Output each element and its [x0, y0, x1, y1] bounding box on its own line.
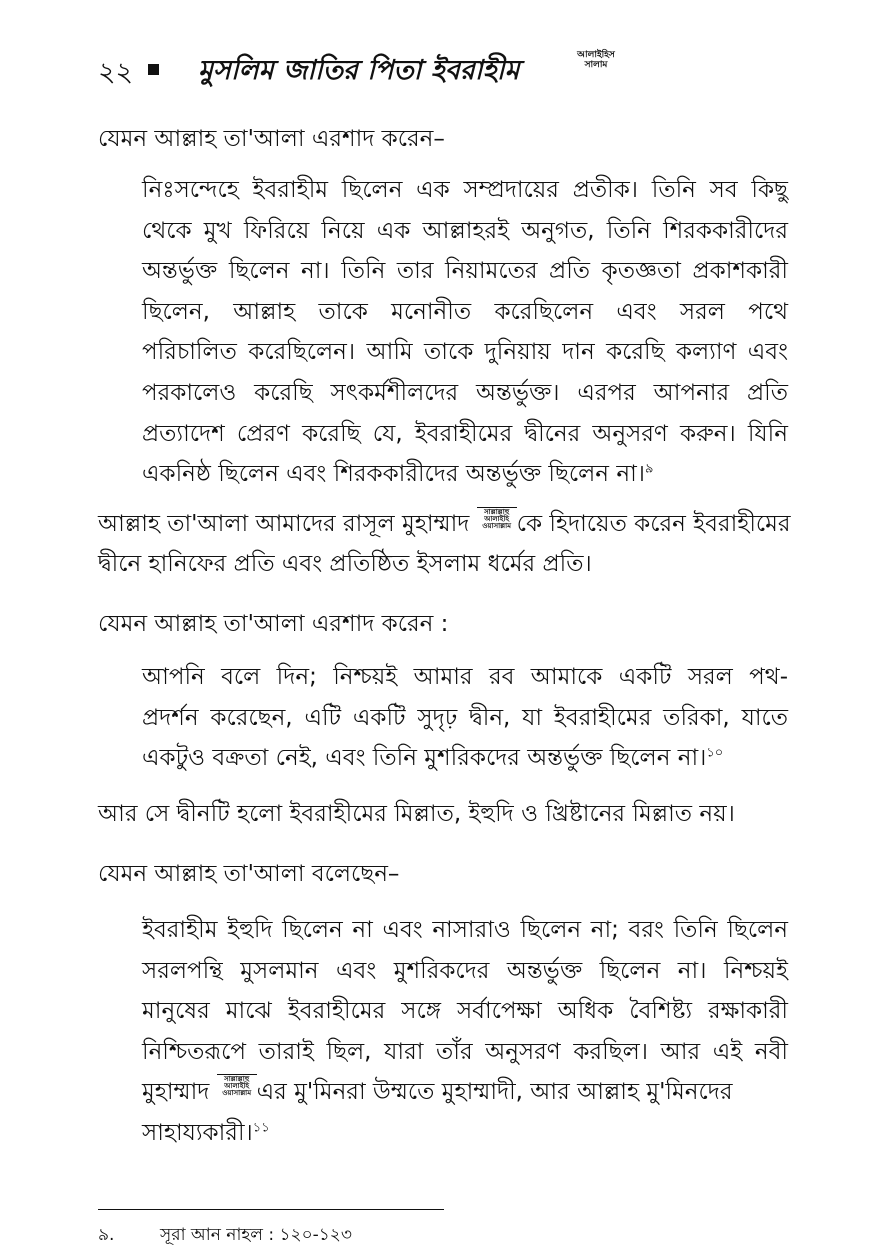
page-number: ২২	[98, 57, 134, 88]
quote-line: নিঃসন্দেহে ইবরাহীম ছিলেন এক সম্প্রদায়ের প্রতীক। তিনি সব কিছু	[142, 177, 788, 203]
salutation-mark: সাল্লাল্লাহু আলাইহি ওয়াসাল্লাম	[477, 507, 517, 530]
quote-line: পরিচালিত করেছিলেন। আমি তাকে দুনিয়ায় দান করেছি কল্যাণ এবং	[142, 339, 788, 366]
header-bullet-icon	[148, 64, 159, 75]
quote-line: পরকালেও করেছি সৎকর্মশীলদের অন্তর্ভুক্ত। এরপর আপনার প্রতি	[142, 379, 788, 406]
paragraph-1-line-1	[98, 505, 791, 544]
quote-line-with-salutation	[142, 1072, 788, 1113]
footnote-number: ৯.	[98, 1225, 115, 1245]
quote-last-line	[142, 454, 788, 495]
quote-last-line	[142, 1113, 788, 1154]
quote-line: নিশ্চিতরূপে তারাই ছিল, যারা তাঁর অনুসরণ করছিল। আর এই নবী	[142, 1038, 788, 1065]
quote-block-3	[142, 910, 788, 1154]
quote-block-1	[142, 170, 788, 495]
quote-line: মানুষের মাঝে ইবরাহীমের সঙ্গে সর্বাপেক্ষা অধিক বৈশিষ্ট্য রক্ষাকারী	[142, 998, 788, 1025]
intro-line-2: যেমন আল্লাহ তা'আলা এরশাদ করেন :	[98, 611, 449, 637]
footnote-mark: ৯	[644, 461, 654, 477]
footnote-text: সূরা আন নাহল : ১২০-১২৩	[160, 1225, 352, 1245]
paragraph-1-line-2: দ্বীনে হানিফের প্রতি এবং প্রতিষ্ঠিত ইসলাম ধর্মের প্রতি।	[98, 551, 592, 577]
quote-line: প্রদর্শন করেছেন, এটি একটি সুদৃঢ় দ্বীন, যা ইবরাহীমের তরিকা, যাতে	[142, 704, 788, 731]
intro-line-3: যেমন আল্লাহ তা'আলা বলেছেন–	[98, 861, 400, 887]
honorific-mark: আলাইহিস সালাম	[577, 50, 615, 70]
salutation-mark: সাল্লাল্লাহু আলাইহি ওয়াসাল্লাম	[217, 1074, 257, 1097]
footnote-mark: ১১	[252, 1120, 270, 1136]
intro-line-1: যেমন আল্লাহ তা'আলা এরশাদ করেন–	[98, 126, 445, 152]
footnote-mark: ১০	[706, 745, 724, 761]
quote-line: সরলপন্থি মুসলমান এবং মুশরিকদের অন্তর্ভুক্ত ছিলেন না। নিশ্চয়ই	[142, 957, 788, 984]
running-header	[98, 50, 798, 90]
quote-line: ছিলেন, আল্লাহ তাকে মনোনীত করেছিলেন এবং সরল পথে	[142, 298, 788, 325]
quote-text: মুহাম্মাদ	[142, 1079, 210, 1106]
running-title: মুসলিম জাতির পিতা ইবরাহীম	[198, 55, 520, 86]
paragraph-text: কে হিদায়েত করেন ইবরাহীমের	[516, 511, 791, 537]
paragraph-text: আল্লাহ তা'আলা আমাদের রাসূল মুহাম্মাদ	[98, 511, 470, 537]
quote-last-line	[142, 738, 788, 779]
quote-text: একনিষ্ঠ ছিলেন এবং শিরককারীদের অন্তর্ভুক্ত ছিলেন না।	[142, 461, 645, 488]
quote-text: এর মু'মিনরা উম্মতে মুহাম্মাদী, আর আল্লাহ মু'মিনদের	[256, 1079, 733, 1106]
quote-line: ইবরাহীম ইহুদি ছিলেন না এবং নাসারাও ছিলেন না; বরং তিনি ছিলেন	[142, 917, 788, 943]
paragraph-2: আর সে দ্বীনটি হলো ইবরাহীমের মিল্লাত, ইহুদি ও খ্রিষ্টানের মিল্লাত নয়।	[98, 801, 735, 827]
footnote	[98, 1222, 352, 1250]
quote-line: থেকে মুখ ফিরিয়ে নিয়ে এক আল্লাহরই অনুগত, তিনি শিরককারীদের	[142, 217, 788, 244]
quote-line: অন্তর্ভুক্ত ছিলেন না। তিনি তার নিয়ামতের প্রতি কৃতজ্ঞতা প্রকাশকারী	[142, 258, 788, 285]
quote-block-2	[142, 657, 788, 779]
footnote-divider	[98, 1209, 444, 1210]
quote-line: প্রত্যাদেশ প্রেরণ করেছি যে, ইবরাহীমের দ্বীনের অনুসরণ করুন। যিনি	[142, 420, 788, 447]
quote-text: একটুও বক্রতা নেই, এবং তিনি মুশরিকদের অন্তর্ভুক্ত ছিলেন না।	[142, 745, 707, 772]
quote-text: সাহায্যকারী।	[142, 1119, 253, 1146]
quote-line: আপনি বলে দিন; নিশ্চয়ই আমার রব আমাকে একটি সরল পথ-	[142, 664, 788, 690]
